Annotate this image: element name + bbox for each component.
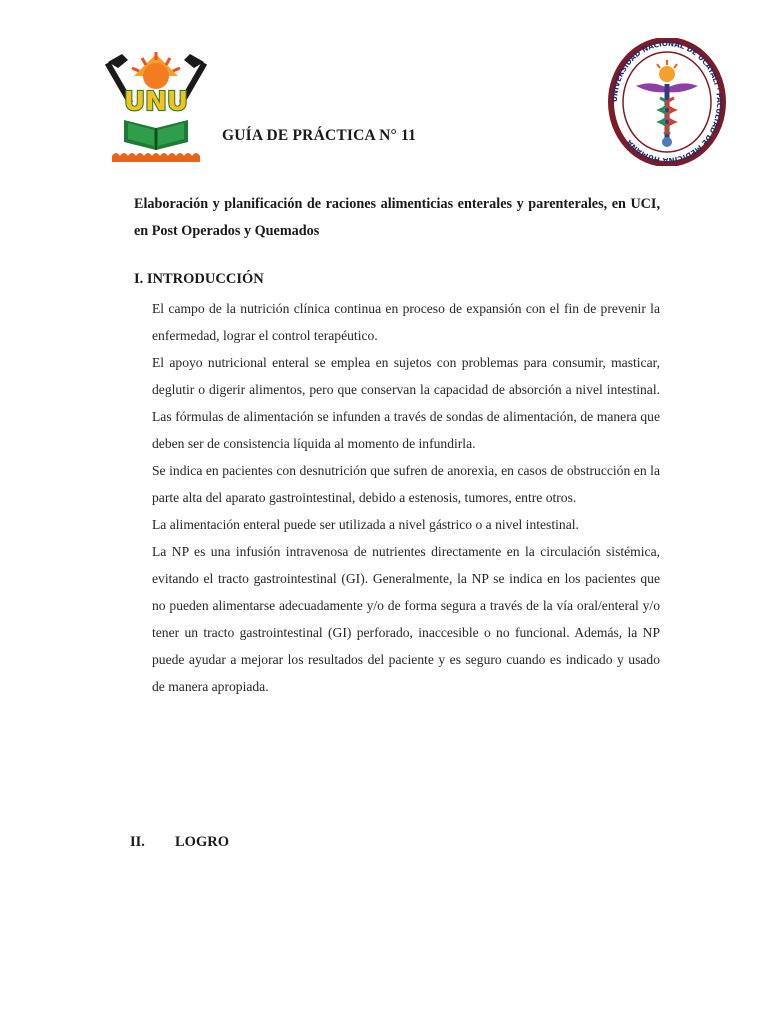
intro-paragraph: El campo de la nutrición clínica continua en proceso de expansión con el fin de prevenir la enfermedad, lograr el control terapéutico. [152, 301, 660, 343]
intro-paragraph: La NP es una infusión intravenosa de nutrientes directamente en la circulación sistémica, evitando el tracto gastrointestinal (GI). Generalmente, la NP se indica en los pacientes que no pueden alimentarse adecuadamente y/o de forma segura a través de la vía oral/enteral y/o tener un tracto gastrointestinal (GI) perforado, inaccesible o no funcional. Además, la NP puede ayudar a mejorar los resultados del paciente y es seguro cuando es indicado y usado de manera apropiada. [152, 544, 660, 694]
section-number: II. [130, 834, 145, 850]
unu-logo [104, 46, 208, 170]
introduction-body [152, 295, 660, 700]
intro-paragraph: El apoyo nutricional enteral se emplea en sujetos con problemas para consumir, masticar, deglutir o digerir alimentos, pero que conservan la capacidad de absorción a nivel intestinal. Las fórmulas de alimentación se infunden a través de sondas de alimentación, de manera que deben ser de consistencia líquida al momento de infundirla. [152, 355, 660, 451]
section-title: LOGRO [175, 834, 229, 850]
logo-letters: UNU [124, 87, 188, 117]
ornament-band [112, 153, 200, 162]
intro-paragraph: Se indica en pacientes con desnutrición que sufren de anorexia, en casos de obstrucción en la parte alta del aparato gastrointestinal, debido a estenosis, tumores, entre otros. [152, 463, 660, 505]
book-icon [124, 120, 188, 150]
svg-text:UNIVERSIDAD NACIONAL DE UCAYAL: UNIVERSIDAD NACIONAL DE UCAYALI · FACULTAD DE MEDICINA HUMANA [609, 38, 725, 166]
guide-title: GUÍA DE PRÁCTICA N° 11 [222, 127, 417, 144]
faculty-seal-logo [608, 38, 726, 166]
practice-subtitle: Elaboración y planificación de raciones alimenticias enterales y parenterales, en UCI, en Post Operados y Quemados [134, 196, 660, 239]
introduction-heading: I. INTRODUCCIÓN [134, 271, 264, 287]
sun-icon [132, 52, 180, 89]
intro-paragraph: La alimentación enteral puede ser utilizada a nivel gástrico o a nivel intestinal. [152, 517, 579, 532]
